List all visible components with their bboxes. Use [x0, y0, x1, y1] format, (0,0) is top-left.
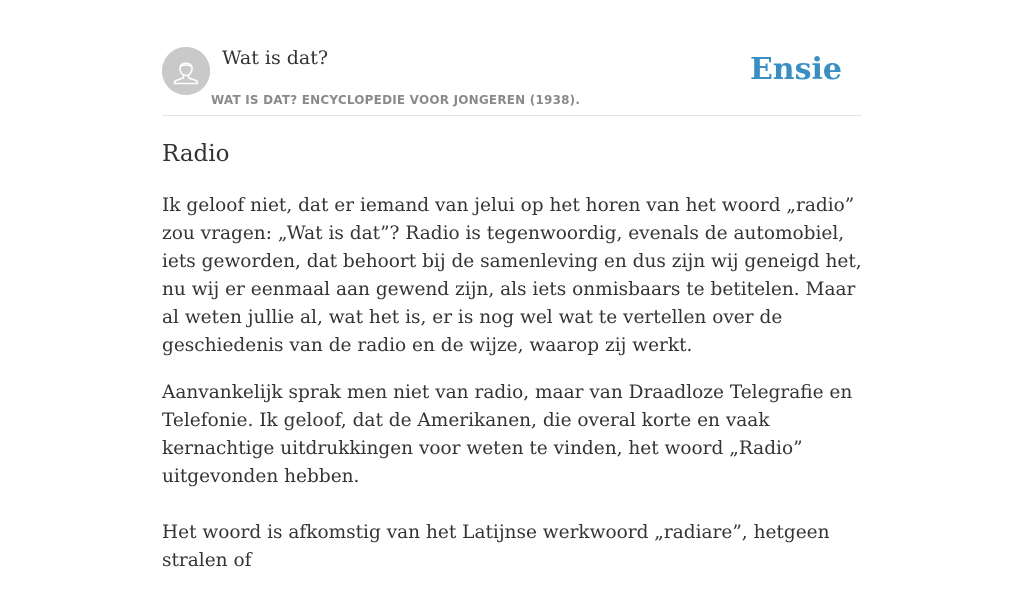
article-paragraph: Aanvankelijk sprak men niet van radio, maar van Draadloze Telegrafie en Telefonie. Ik geloof, dat de Amerikanen, die overal korte en vaak kernachtige uitdrukkingen voor weten te vinden, het woord „Radio” uitgevonden hebben. — [162, 382, 853, 487]
source-title[interactable]: Wat is dat? — [222, 47, 329, 69]
avatar[interactable] — [162, 47, 210, 95]
brand-logo[interactable]: Ensie — [749, 52, 842, 87]
article-paragraph: Ik geloof niet, dat er iemand van jelui op het horen van het woord „radio” zou vragen: „Wat is dat”? Radio is tegenwoordig, evenals de automobiel, iets geworden, dat behoort bij de samenleving en dus zijn wij geneigd het, nu wij er eenmaal aan gewend zijn, als iets onmisbaars te betitelen. Maar al weten jullie al, wat het is, er is nog wel wat te vertellen over de geschiedenis van de radio en de wijze, waarop zij werkt. — [162, 195, 862, 356]
source-header — [162, 0, 862, 116]
article-paragraph: Het woord is afkomstig van het Latijnse werkwoord „radiare”, hetgeen stralen of — [162, 522, 830, 571]
content-container — [162, 0, 862, 571]
article-body — [162, 192, 862, 594]
source-subtitle[interactable]: WAT IS DAT? ENCYCLOPEDIE VOOR JONGEREN (1938). — [211, 93, 581, 107]
article-title: Radio — [162, 141, 230, 167]
user-silhouette-icon — [162, 47, 210, 95]
